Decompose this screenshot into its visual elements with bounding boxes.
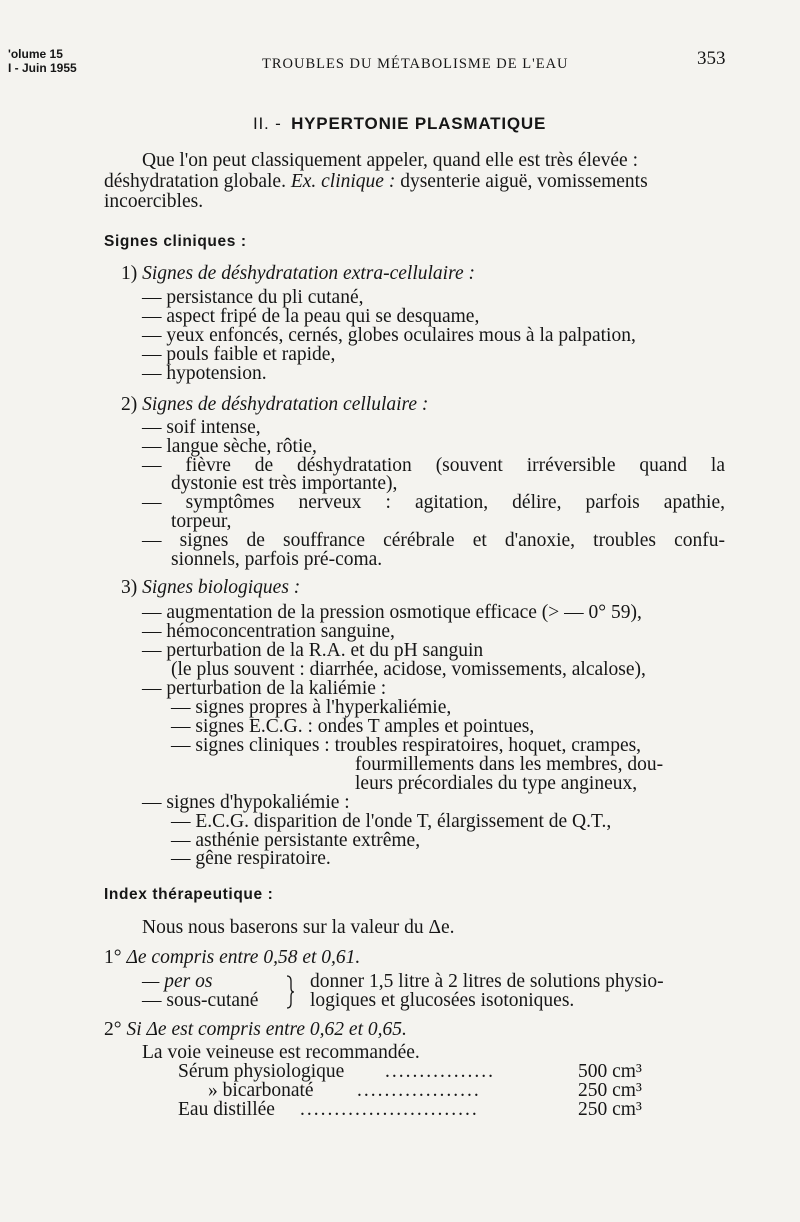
case-2-number: 2° — [104, 1019, 122, 1040]
running-title: TROUBLES DU MÉTABOLISME DE L'EAU — [262, 56, 569, 72]
journal-volume — [8, 47, 77, 75]
sub-list-item-continuation: fourmillements dans les membres, dou- — [355, 754, 664, 775]
list-item-continuation: (le plus souvent : diarrhée, acidose, vomissements, alcalose), — [171, 659, 646, 680]
route-sous-cutane: — sous-cutané — [142, 990, 259, 1011]
list-item-continuation: torpeur, — [171, 511, 232, 532]
case-2-title — [104, 1020, 407, 1040]
intro-text: déshydratation globale. — [104, 171, 286, 192]
intro-line-3: incoercibles. — [104, 191, 204, 212]
index-intro: Nous nous baserons sur la valeur du Δe. — [142, 917, 455, 938]
case-2-line: La voie veineuse est recommandée. — [142, 1042, 420, 1063]
section-title — [253, 114, 546, 134]
list-item: — pouls faible et rapide, — [142, 344, 336, 365]
signes-cliniques-heading: Signes cliniques : — [104, 233, 247, 250]
table-row-dots: .......................... — [300, 1099, 479, 1120]
table-row-value: 500 cm³ — [578, 1061, 642, 1082]
section-number: II. - — [253, 114, 282, 133]
intro-example-text: dysenterie aiguë, vomissements — [400, 171, 648, 192]
list-item: — perturbation de la R.A. et du pH sanguin — [142, 640, 484, 661]
group-2-label: Signes de déshydratation cellulaire : — [142, 394, 429, 415]
list-item: — signes de souffrance cérébrale et d'anoxie, troubles confu- — [142, 530, 725, 551]
case-1-number: 1° — [104, 947, 122, 968]
index-therapeutique-heading: Index thérapeutique : — [104, 886, 274, 903]
group-3-title — [121, 578, 300, 598]
list-item: — persistance du pli cutané, — [142, 287, 364, 308]
list-item: — perturbation de la kaliémie : — [142, 678, 387, 699]
sub-list-item: — signes propres à l'hyperkaliémie, — [171, 697, 452, 718]
route-per-os: — per os — [142, 971, 213, 992]
table-row-dots: ................ — [385, 1061, 495, 1082]
group-3-number: 3) — [121, 577, 138, 598]
case-1-desc-1: donner 1,5 litre à 2 litres de solutions physio- — [310, 971, 664, 992]
table-row-label: » bicarbonaté — [208, 1080, 314, 1101]
case-1-desc-2: logiques et glucosées isotoniques. — [310, 990, 575, 1011]
group-1-title — [121, 264, 475, 284]
list-item: — aspect fripé de la peau qui se desquame, — [142, 306, 480, 327]
group-2-number: 2) — [121, 394, 138, 415]
list-item: — augmentation de la pression osmotique efficace (> — 0° 59), — [142, 602, 642, 623]
sub-list-item: — E.C.G. disparition de l'onde T, élargissement de Q.T., — [171, 811, 612, 832]
list-item: — soif intense, — [142, 417, 261, 438]
volume-label: 'olume 15 — [8, 47, 63, 61]
group-1-number: 1) — [121, 263, 138, 284]
case-1-title — [104, 948, 360, 968]
sub-list-item: — signes E.C.G. : ondes T amples et pointues, — [171, 716, 535, 737]
table-row-dots: .................. — [357, 1080, 481, 1101]
list-item: — symptômes nerveux : agitation, délire, parfois apathie, — [142, 492, 725, 513]
sub-list-item: — gêne respiratoire. — [171, 848, 331, 869]
list-item: — yeux enfoncés, cernés, globes oculaires mous à la palpation, — [142, 325, 636, 346]
table-row-label: Eau distillée — [178, 1099, 275, 1120]
list-item: — langue sèche, rôtie, — [142, 436, 317, 457]
intro-line-1: Que l'on peut classiquement appeler, quand elle est très élevée : — [142, 150, 639, 171]
sub-list-item: — asthénie persistante extrême, — [171, 830, 421, 851]
sub-list-item: — signes cliniques : troubles respiratoires, hoquet, crampes, — [171, 735, 642, 756]
list-item: — fièvre de déshydratation (souvent irréversible quand la — [142, 455, 725, 476]
group-2-title — [121, 395, 428, 415]
list-item: — signes d'hypokaliémie : — [142, 792, 350, 813]
list-item: — hémoconcentration sanguine, — [142, 621, 395, 642]
list-item: — hypotension. — [142, 363, 267, 384]
sub-list-item-continuation: leurs précordiales du type angineux, — [355, 773, 638, 794]
section-heading: HYPERTONIE PLASMATIQUE — [291, 114, 547, 133]
table-row-value: 250 cm³ — [578, 1099, 642, 1120]
list-item-continuation: dystonie est très importante), — [171, 473, 398, 494]
table-row-label: Sérum physiologique — [178, 1061, 345, 1082]
brace-icon — [284, 975, 296, 1009]
case-2-label: Si Δe est compris entre 0,62 et 0,65. — [126, 1019, 407, 1040]
issue-date: I - Juin 1955 — [8, 61, 77, 75]
table-row-value: 250 cm³ — [578, 1080, 642, 1101]
group-1-label: Signes de déshydratation extra-cellulaire : — [142, 263, 475, 284]
intro-example-label: Ex. clinique : — [290, 171, 396, 192]
list-item-continuation: sionnels, parfois pré-coma. — [171, 549, 383, 570]
intro-line-2 — [104, 172, 648, 192]
case-1-label: Δe compris entre 0,58 et 0,61. — [126, 947, 361, 968]
page-number: 353 — [697, 48, 726, 69]
group-3-label: Signes biologiques : — [142, 577, 301, 598]
